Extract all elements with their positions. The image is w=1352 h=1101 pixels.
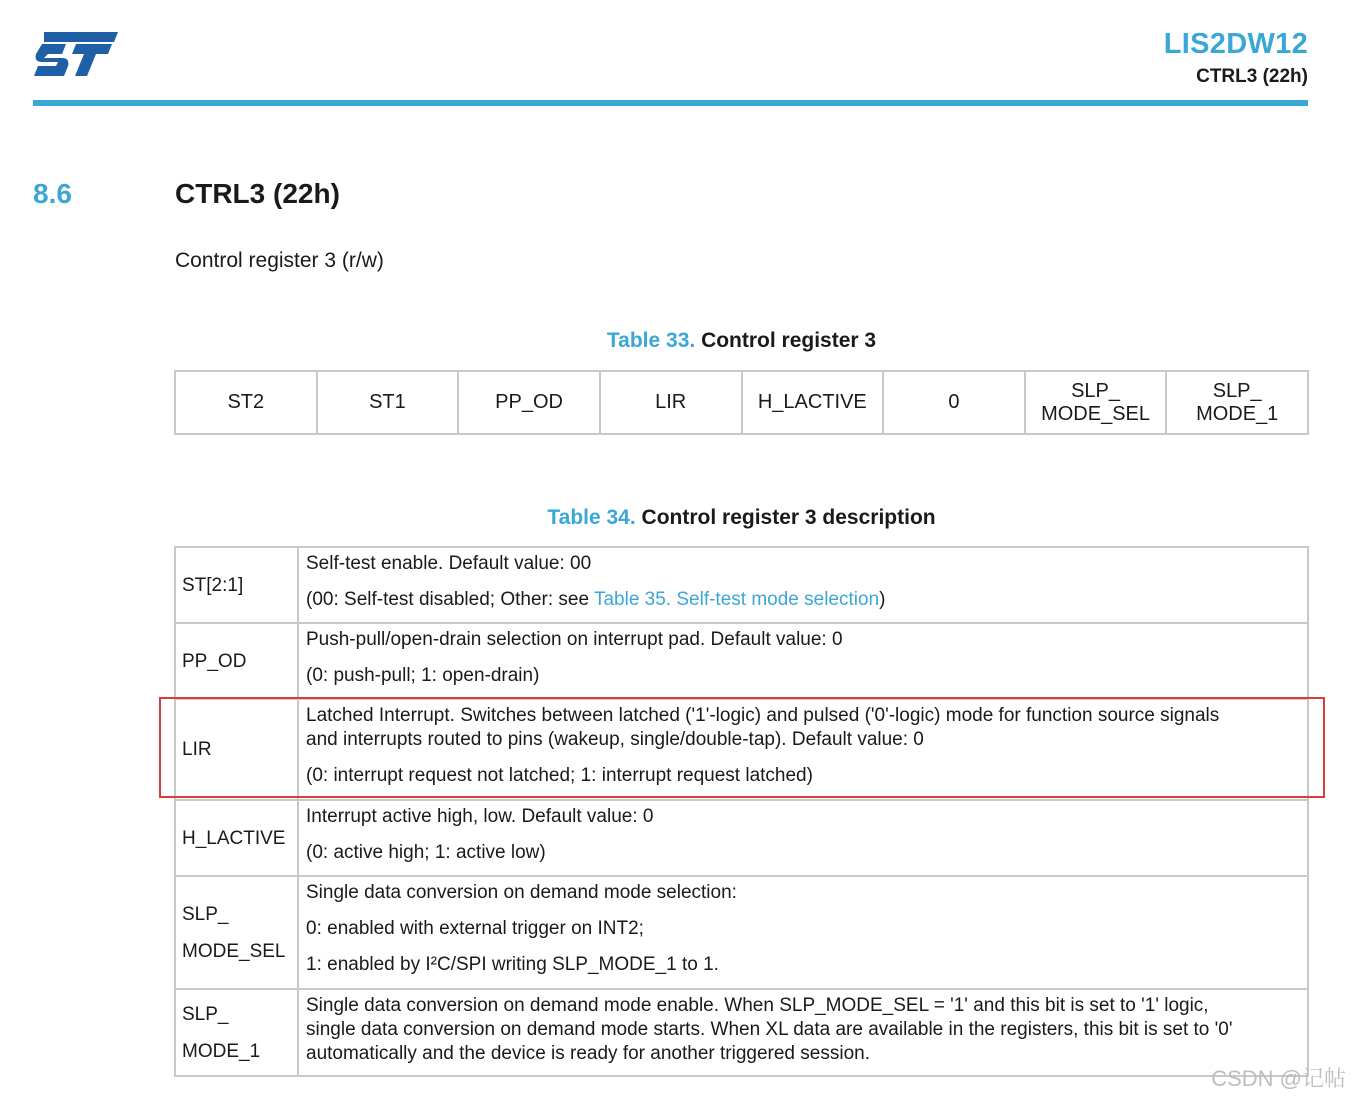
field-name: [175, 989, 298, 1076]
field-description: [298, 876, 1308, 989]
description-text: (0: interrupt request not latched; 1: interrupt request latched): [306, 765, 813, 786]
document-subtitle: CTRL3 (22h): [1196, 66, 1308, 87]
table-row: [175, 989, 1308, 1076]
field-name-text: MODE_1: [182, 1040, 261, 1062]
watermark: CSDN @记帖: [1211, 1066, 1346, 1091]
bit-cell: [600, 371, 742, 434]
bit-cell: [317, 371, 459, 434]
section-number: 8.6: [33, 178, 72, 209]
field-name: [175, 800, 298, 876]
bit-label: LIR: [655, 391, 687, 413]
register-bit-row: [175, 371, 1308, 434]
bit-cell: [742, 371, 884, 434]
bit-label: ST2: [227, 391, 265, 413]
bit-cell: [458, 371, 600, 434]
field-name-text: SLP_: [182, 1003, 229, 1025]
bit-label: PP_OD: [495, 391, 563, 413]
document-title: LIS2DW12: [1163, 28, 1308, 60]
field-name: [175, 623, 298, 699]
description-text: Push-pull/open-drain selection on interrupt pad. Default value: 0: [306, 629, 843, 650]
table-row: [175, 623, 1308, 699]
bit-label: MODE_1: [1196, 402, 1279, 425]
field-name: [175, 876, 298, 989]
table34-caption-number: Table 34.: [547, 506, 636, 529]
st-logo: [32, 30, 118, 78]
description-text: single data conversion on demand mode starts. When XL data are available in the registers, this bit is set to '0': [306, 1019, 1233, 1040]
bit-cell: [1166, 371, 1308, 434]
field-name: [175, 547, 298, 623]
description-text: 1: enabled by I²C/SPI writing SLP_MODE_1 to 1.: [306, 954, 719, 975]
description-text: [306, 588, 1300, 612]
description-text: (0: push-pull; 1: open-drain): [306, 665, 540, 686]
field-name-text: MODE_SEL: [182, 940, 286, 962]
bit-cell: [883, 371, 1025, 434]
table35-link[interactable]: Table 35. Self-test mode selection: [593, 589, 880, 610]
field-name-text: SLP_: [182, 903, 229, 925]
section-intro: Control register 3 (r/w): [175, 249, 384, 272]
table33-caption: [175, 329, 1308, 353]
table-row: [175, 876, 1308, 989]
field-name-text: ST[2:1]: [182, 574, 244, 596]
field-name-text: H_LACTIVE: [182, 827, 286, 849]
bit-label: MODE_SEL: [1041, 402, 1151, 425]
field-description: [298, 547, 1308, 623]
description-text: Latched Interrupt. Switches between latched ('1'-logic) and pulsed ('0'-logic) mode for function source signals: [306, 705, 1220, 726]
description-text: (00: Self-test disabled; Other: see: [306, 589, 594, 610]
description-text: and interrupts routed to pins (wakeup, single/double-tap). Default value: 0: [306, 729, 924, 750]
table34-caption: [175, 506, 1308, 530]
field-description: [298, 800, 1308, 876]
field-name-text: PP_OD: [182, 650, 247, 672]
table-row: [175, 800, 1308, 876]
description-text: Single data conversion on demand mode selection:: [306, 882, 737, 903]
bit-cell: [1025, 371, 1167, 434]
register-description-table: [174, 546, 1309, 1077]
description-text: (0: active high; 1: active low): [306, 842, 546, 863]
description-text: Interrupt active high, low. Default value: 0: [306, 806, 654, 827]
register-bit-table: [174, 370, 1309, 435]
table34-caption-title: Control register 3 description: [641, 506, 936, 529]
bit-label: H_LACTIVE: [757, 391, 867, 413]
table33-caption-number: Table 33.: [606, 329, 696, 352]
description-text: 0: enabled with external trigger on INT2;: [306, 918, 644, 939]
description-text: automatically and the device is ready for another triggered session.: [306, 1043, 870, 1064]
section-title: CTRL3 (22h): [175, 178, 340, 209]
table-row: [175, 547, 1308, 623]
field-description: [298, 989, 1308, 1076]
field-description: [298, 623, 1308, 699]
bit-label: ST1: [369, 391, 406, 413]
table33-caption-title: Control register 3: [701, 329, 877, 352]
highlight-box: [159, 697, 1325, 798]
description-text: Single data conversion on demand mode enable. When SLP_MODE_SEL = '1' and this bit is set to '1' logic,: [306, 995, 1209, 1016]
bit-cell: [175, 371, 317, 434]
description-text: ): [879, 589, 886, 610]
header-divider: [33, 100, 1308, 106]
bit-label: SLP_: [1212, 379, 1262, 402]
bit-label: 0: [948, 391, 960, 413]
field-name-text: LIR: [182, 739, 212, 760]
description-text: Self-test enable. Default value: 00: [306, 553, 592, 574]
bit-label: SLP_: [1071, 379, 1121, 402]
